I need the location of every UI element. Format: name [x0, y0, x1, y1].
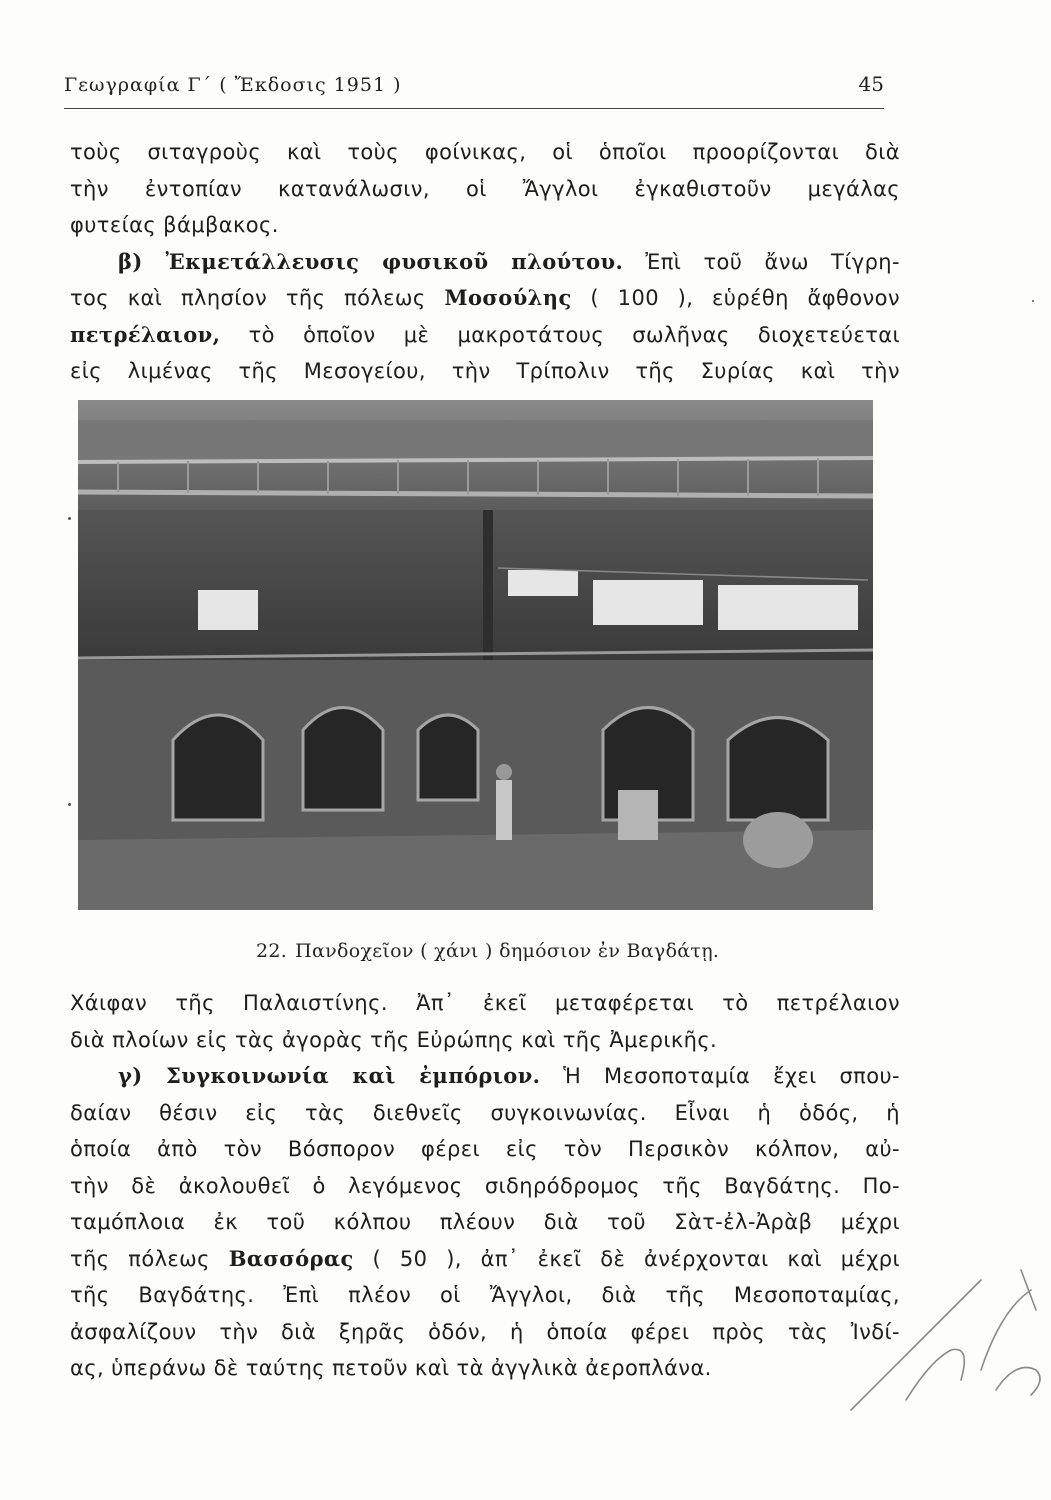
text-line: τὴν ἐντοπίαν κατανάλωσιν, οἱ Ἄγγλοι ἐγκαθιστοῦν μεγάλας	[70, 176, 900, 201]
paragraph-top	[70, 134, 900, 390]
text-line	[70, 280, 900, 317]
section-b-heading-line	[70, 244, 900, 281]
text-line: ας, ὑπεράνω δὲ ταύτης πετοῦν καὶ τὰ ἀγγλικὰ ἀεροπλάνα.	[70, 1356, 712, 1380]
city-mosul: Μοσούλης	[444, 285, 572, 310]
text-line: τοὺς σιταγροὺς καὶ τοὺς φοίνικας, οἱ ὁποῖοι προορίζονται διὰ	[70, 140, 900, 164]
scan-speck	[68, 803, 71, 806]
text-span: ( 50 ), ἀπ᾽ ἐκεῖ δὲ ἀνέρχονται καὶ μέχρι	[372, 1246, 901, 1271]
city-basra: Βασσόρας	[228, 1245, 354, 1271]
paragraph-bottom	[70, 985, 900, 1387]
text-span: ( 100 ), εὑρέθη ἄφθονον	[590, 286, 901, 310]
page-header	[64, 70, 884, 106]
scan-speck	[68, 517, 71, 520]
running-title: Γεωγραφία Γ΄ ( Ἔκδοσις 1951 )	[64, 74, 402, 96]
text-line: ἀσφαλίζουν τὴν διὰ ξηρᾶς ὁδόν, ἡ ὁποία φέρει πρὸς τὰς Ἰνδί-	[70, 1319, 900, 1344]
text-line	[70, 317, 900, 354]
text-span: τὸ ὁποῖον μὲ μακροτάτους σωλῆνας διοχετεύεται	[248, 322, 900, 347]
text-span: τῆς πόλεως	[70, 1246, 210, 1271]
section-c-heading-line	[70, 1058, 900, 1095]
caption-text: Πανδοχεῖον ( χάνι ) δημόσιον ἐν Βαγδάτῃ.	[295, 940, 720, 962]
section-b-label: β) Ἐκμετάλλευσις φυσικοῦ πλούτου.	[118, 248, 624, 274]
text-span: Ἡ Μεσοποταμία ἔχει σπου-	[563, 1064, 900, 1088]
text-span: Ἐπὶ τοῦ ἄνω Τίγρη-	[645, 249, 900, 274]
text-line: δαίαν θέσιν εἰς τὰς διεθνεῖς συγκοινωνίας. Εἶναι ἡ ὁδός, ἡ	[70, 1100, 900, 1125]
figure-number: 22.	[256, 940, 288, 962]
pencil-scribble	[831, 1250, 1051, 1420]
figure-caption	[256, 940, 719, 962]
text-line: τῆς Βαγδάτης. Ἐπὶ πλέον οἱ Ἄγγλοι, διὰ τῆς Μεσοποταμίας,	[70, 1283, 900, 1307]
page-number: 45	[858, 72, 884, 96]
text-line: φυτείας βάμβακος.	[70, 213, 279, 237]
text-line: Χάιφαν τῆς Παλαιστίνης. Ἀπ᾽ ἐκεῖ μεταφέρεται τὸ πετρέλαιον	[70, 991, 900, 1015]
photo-illustration	[78, 400, 873, 910]
text-line	[70, 1241, 900, 1278]
text-line: διὰ πλοίων εἰς τὰς ἀγορὰς τῆς Εὐρώπης καὶ τῆς Ἀμερικῆς.	[70, 1027, 718, 1052]
text-line: τὴν δὲ ἀκολουθεῖ ὁ λεγόμενος σιδηρόδρομος τῆς Βαγδάτης. Πο-	[70, 1173, 900, 1198]
section-c-label: γ) Συγκοινωνία καὶ ἐμπόριον.	[118, 1063, 541, 1088]
text-span: τος καὶ πλησίον τῆς πόλεως	[70, 286, 426, 310]
header-rule	[64, 108, 884, 109]
scan-speck	[1032, 300, 1034, 302]
text-line: εἰς λιμένας τῆς Μεσογείου, τὴν Τρίπολιν τῆς Συρίας καὶ τὴν	[70, 359, 900, 383]
text-line: ὁποία ἀπὸ τὸν Βόσπορον φέρει εἰς τὸν Περσικὸν κόλπον, αὐ-	[70, 1137, 900, 1161]
text-line: ταμόπλοια ἐκ τοῦ κόλπου πλέουν διὰ τοῦ Σὰτ-ἐλ-Ἀρὰβ μέχρι	[70, 1210, 900, 1234]
figure-photo-khan-baghdad	[78, 400, 873, 910]
term-petroleum: πετρέλαιον,	[70, 321, 221, 347]
